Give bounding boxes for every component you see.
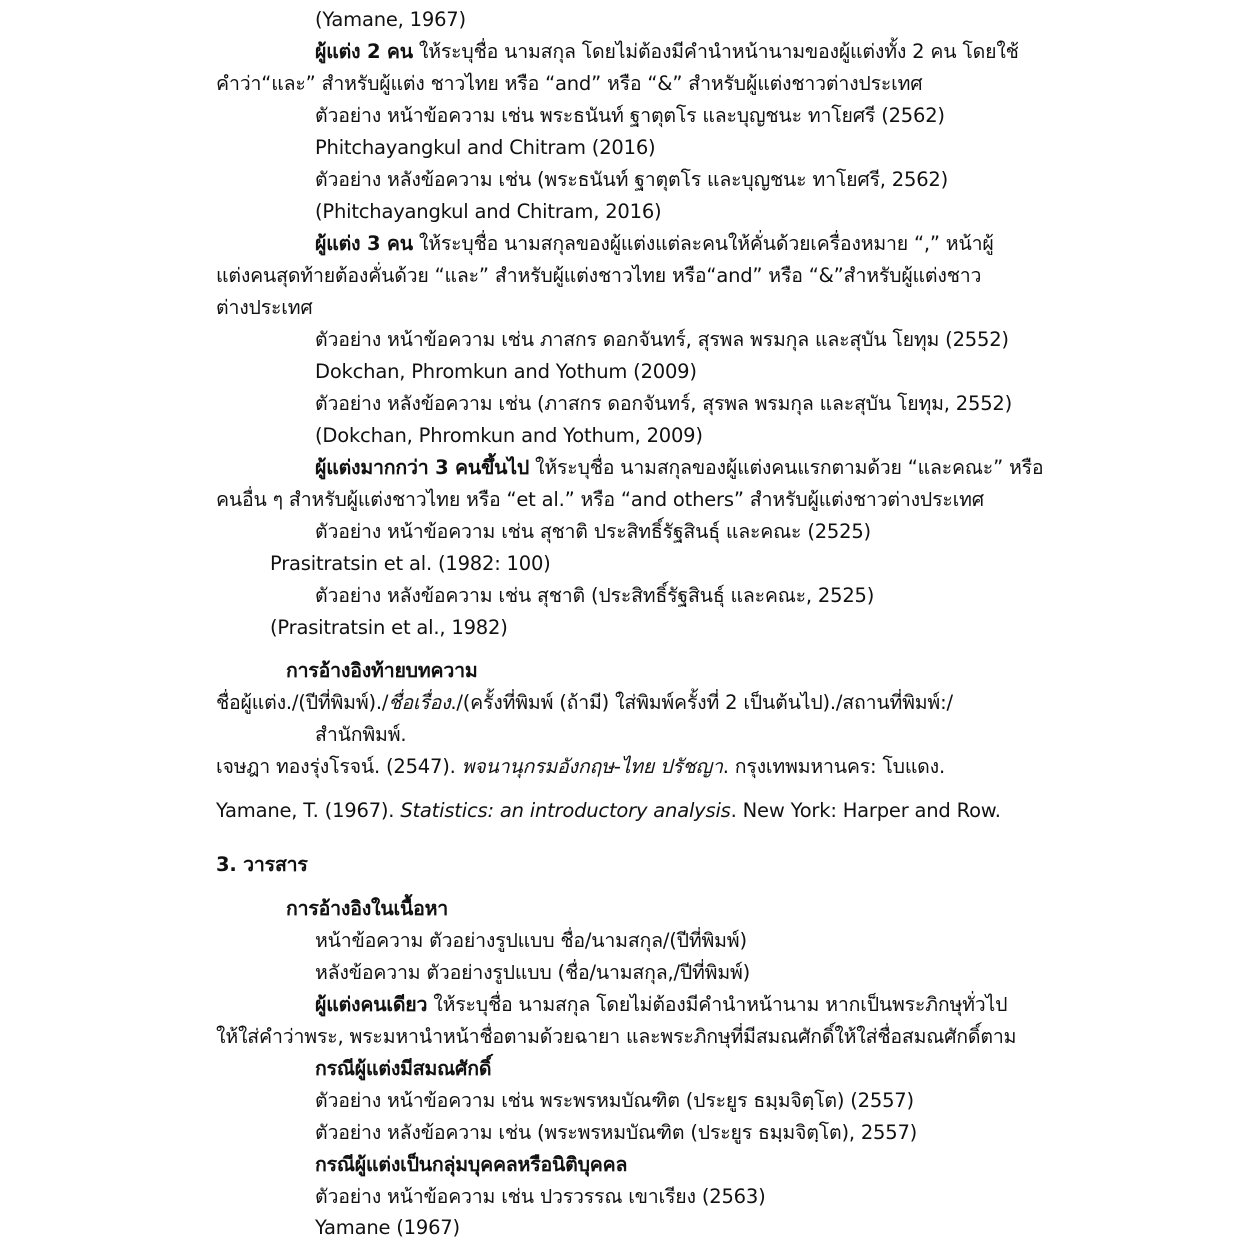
text-run: . New York: Harper and Row. bbox=[730, 799, 1001, 822]
example-line: ตัวอย่าง หน้าข้อความ เช่น สุชาติ ประสิทธิ์รัฐสินธุ์ และคณะ (2525) bbox=[315, 520, 871, 543]
bold-term: ผู้แต่งคนเดียว bbox=[315, 993, 428, 1016]
sub-heading: กรณีผู้แต่งมีสมณศักดิ์ bbox=[315, 1057, 492, 1080]
reference-example bbox=[216, 796, 1001, 826]
example-line: ตัวอย่าง หลังข้อความ เช่น (พระธนันท์ ฐาตุตโร และบุญชนะ ทาโยศรี, 2562) bbox=[315, 168, 949, 191]
text-line: แต่งคนสุดท้ายต้องคั่นด้วย “และ” สำหรับผู้แต่งชาวไทย หรือ“and” หรือ “&”สำหรับผู้แต่งชาว bbox=[216, 264, 982, 287]
text-run: ให้ระบุชื่อ นามสกุลของผู้แต่งคนแรกตามด้วย “และคณะ” หรือ bbox=[529, 456, 1044, 479]
paragraph-two-authors bbox=[315, 37, 1019, 67]
example-line: (Prasitratsin et al., 1982) bbox=[270, 616, 508, 639]
bold-term: ผู้แต่งมากกว่า 3 คนขึ้นไป bbox=[315, 456, 530, 479]
text-run: เจษฎา ทองรุ่งโรจน์. (2547). bbox=[216, 755, 462, 778]
example-line: (Phitchayangkul and Chitram, 2016) bbox=[315, 200, 662, 223]
text-line: คำว่า“และ” สำหรับผู้แต่ง ชาวไทย หรือ “and” หรือ “&” สำหรับผู้แต่งชาวต่างประเทศ bbox=[216, 72, 923, 95]
text-run: ให้ระบุชื่อ นามสกุลของผู้แต่งแต่ละคนให้คั่นด้วยเครื่องหมาย “,” หน้าผู้ bbox=[412, 232, 994, 255]
format-line: หน้าข้อความ ตัวอย่างรูปแบบ ชื่อ/นามสกุล/(ปีที่พิมพ์) bbox=[315, 929, 747, 952]
example-line: Phitchayangkul and Chitram (2016) bbox=[315, 136, 656, 159]
format-line: หลังข้อความ ตัวอย่างรูปแบบ (ชื่อ/นามสกุล,/ปีที่พิมพ์) bbox=[315, 961, 751, 984]
italic-term: ชื่อเรื่อง bbox=[388, 691, 451, 714]
text-run: Yamane, T. (1967). bbox=[216, 799, 401, 822]
example-line: ตัวอย่าง หน้าข้อความ เช่น ภาสกร ดอกจันทร์, สุรพล พรมกุล และสุบัน โยทุม (2552) bbox=[315, 328, 1009, 351]
example-line: Yamane (1967) bbox=[315, 1216, 460, 1239]
text-line: คนอื่น ๆ สำหรับผู้แต่งชาวไทย หรือ “et al.” หรือ “and others” สำหรับผู้แต่งชาวต่างประเทศ bbox=[216, 488, 984, 511]
text-run: ให้ระบุชื่อ นามสกุล โดยไม่ต้องมีคำนำหน้านาม หากเป็นพระภิกษุทั่วไป bbox=[427, 993, 1008, 1016]
section-heading: การอ้างอิงในเนื้อหา bbox=[286, 897, 449, 920]
section-number-heading: 3. วารสาร bbox=[216, 853, 308, 876]
paragraph-three-authors bbox=[315, 229, 994, 259]
paragraph-single-author bbox=[315, 990, 1007, 1020]
text-line: สำนักพิมพ์. bbox=[315, 723, 407, 746]
example-line: ตัวอย่าง หลังข้อความ เช่น สุชาติ (ประสิทธิ์รัฐสินธุ์ และคณะ, 2525) bbox=[315, 584, 875, 607]
example-line: ตัวอย่าง หลังข้อความ เช่น (พระพรหมบัณฑิต (ประยูร ธมฺมจิตฺโต), 2557) bbox=[315, 1121, 918, 1144]
bold-term: ผู้แต่ง 3 คน bbox=[315, 232, 413, 255]
reference-example bbox=[216, 752, 945, 782]
bold-term: ผู้แต่ง 2 คน bbox=[315, 40, 413, 63]
example-line: Dokchan, Phromkun and Yothum (2009) bbox=[315, 360, 697, 383]
reference-format bbox=[216, 688, 953, 718]
paragraph-many-authors bbox=[315, 453, 1043, 483]
italic-title: Statistics: an introductory analysis bbox=[400, 799, 731, 822]
text-run: . กรุงเทพมหานคร: โบแดง. bbox=[722, 755, 945, 778]
text-line: ต่างประเทศ bbox=[216, 296, 313, 319]
example-line: (Dokchan, Phromkun and Yothum, 2009) bbox=[315, 424, 703, 447]
example-line: Prasitratsin et al. (1982: 100) bbox=[270, 552, 551, 575]
example-line: ตัวอย่าง หน้าข้อความ เช่น ปวรวรรณ เขาเรียง (2563) bbox=[315, 1185, 766, 1208]
text-run: ./(ครั้งที่พิมพ์ (ถ้ามี) ใส่พิมพ์ครั้งที่ 2 เป็นต้นไป)./สถานที่พิมพ์:/ bbox=[450, 691, 953, 714]
text-line: (Yamane, 1967) bbox=[315, 8, 466, 31]
text-run: ชื่อผู้แต่ง./(ปีที่พิมพ์)./ bbox=[216, 691, 389, 714]
sub-heading: กรณีผู้แต่งเป็นกลุ่มบุคคลหรือนิติบุคคล bbox=[315, 1153, 628, 1176]
italic-title: พจนานุกรมอังกฤษ-ไทย ปรัชญา bbox=[461, 755, 723, 778]
text-line: ให้ใส่คำว่าพระ, พระมหานำหน้าชื่อตามด้วยฉายา และพระภิกษุที่มีสมณศักดิ์ให้ใส่ชื่อสมณศักดิ์ตาม bbox=[216, 1025, 1017, 1048]
text-run: ให้ระบุชื่อ นามสกุล โดยไม่ต้องมีคำนำหน้านามของผู้แต่งทั้ง 2 คน โดยใช้ bbox=[412, 40, 1019, 63]
section-heading: การอ้างอิงท้ายบทความ bbox=[286, 659, 478, 682]
example-line: ตัวอย่าง หน้าข้อความ เช่น พระธนันท์ ฐาตุตโร และบุญชนะ ทาโยศรี (2562) bbox=[315, 104, 945, 127]
example-line: ตัวอย่าง หน้าข้อความ เช่น พระพรหมบัณฑิต (ประยูร ธมฺมจิตฺโต) (2557) bbox=[315, 1089, 914, 1112]
example-line: ตัวอย่าง หลังข้อความ เช่น (ภาสกร ดอกจันทร์, สุรพล พรมกุล และสุบัน โยทุม, 2552) bbox=[315, 392, 1013, 415]
